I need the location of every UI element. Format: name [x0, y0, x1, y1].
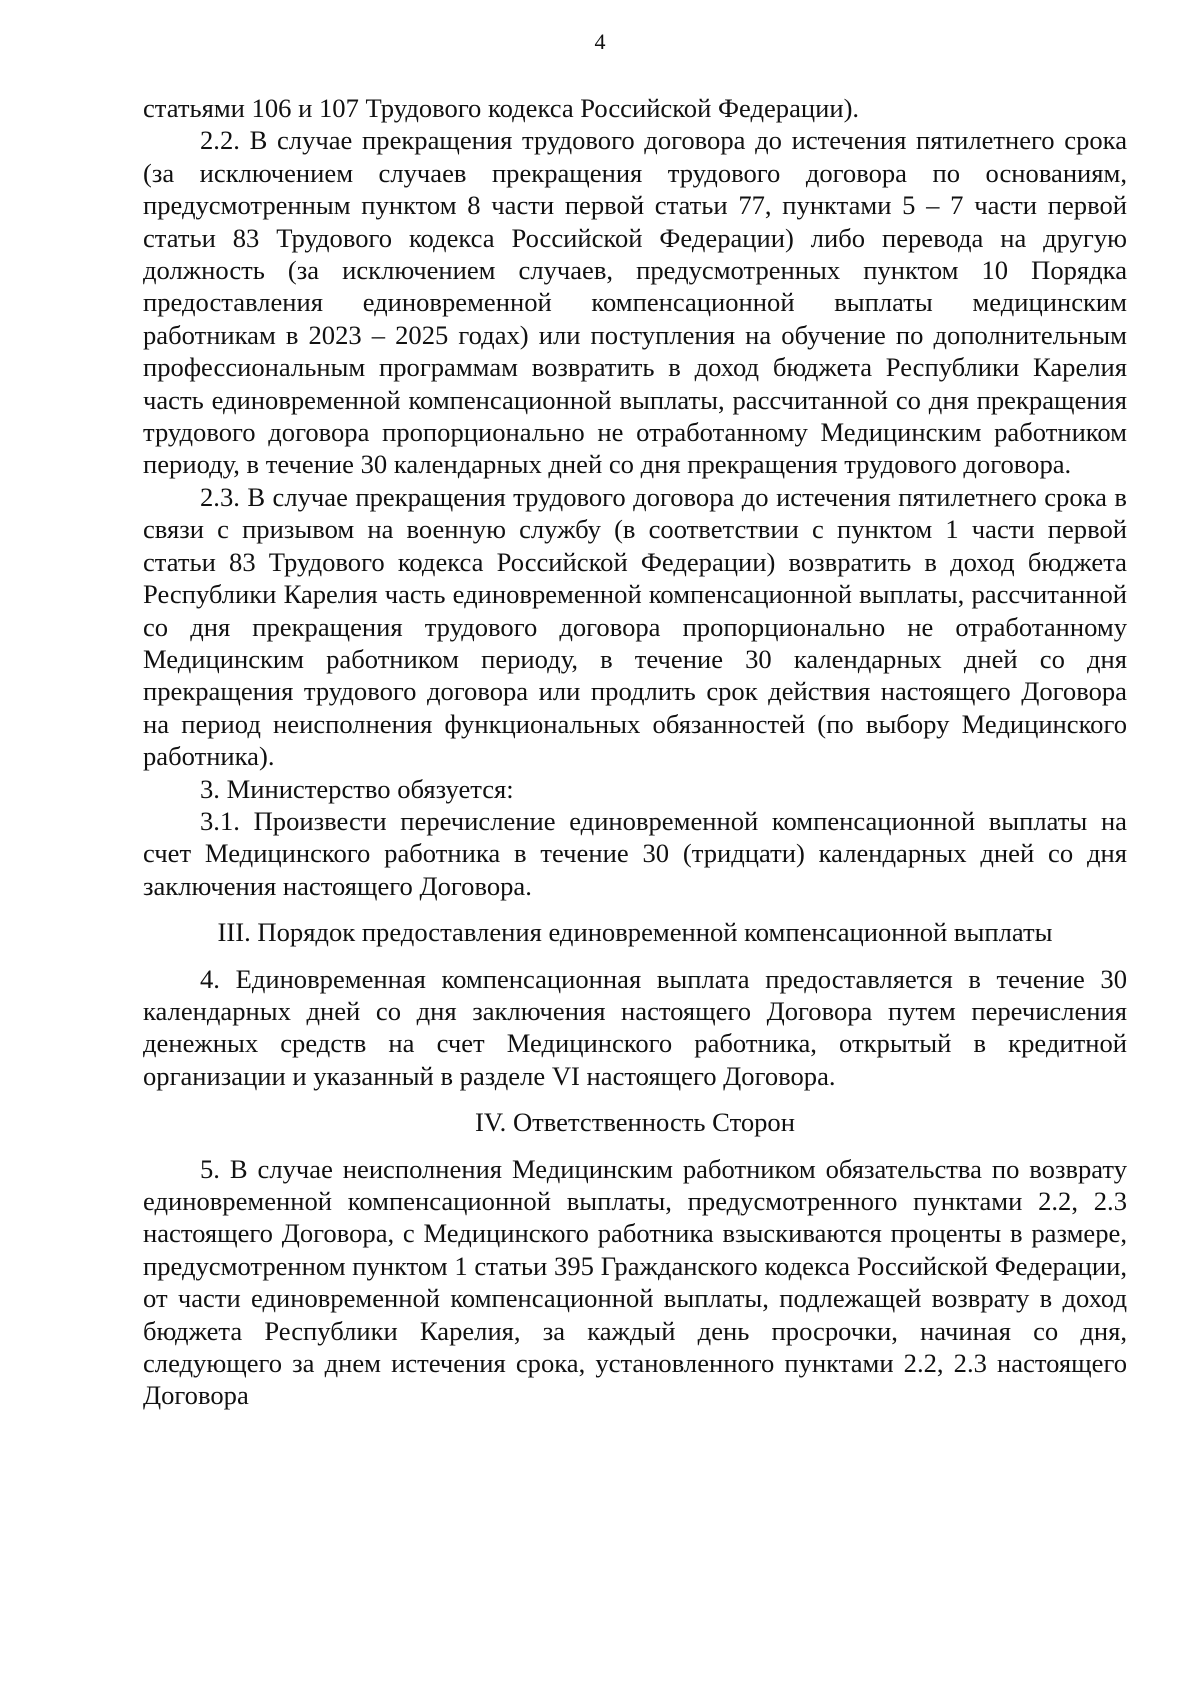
paragraph-continuation: статьями 106 и 107 Трудового кодекса Российской Федерации). — [143, 93, 860, 123]
section-heading-iii: III. Порядок предоставления единовременной компенсационной выплаты — [217, 917, 1053, 948]
paragraph-3: 3. Министерство обязуется: — [200, 773, 514, 804]
paragraph-2-3: 2.3. В случае прекращения трудового договора до истечения пятилетнего срока в связи с призывом на военную службу (в соответствии с пунктом 1 части первой статьи 83 Трудового кодекса Российской Федерации) возвратить в доход бюджета Республики Карелия часть единовременной компенсационной выплаты, рассчитанной со дня прекращения трудового договора пропорционально не отработанному Медицинским работником периоду, в течение 30 календарных дней со дня прекращения трудового договора или продлить срок действия настоящего Договора на период неисполнения функциональных обязанностей (по выбору Медицинского работника). — [143, 481, 1127, 772]
paragraph-3-1: 3.1. Произвести перечисление единовременной компенсационной выплаты на счет Медицинского работника в течение 30 (тридцати) календарных дней со дня заключения настоящего Договора. — [143, 805, 1127, 901]
paragraph-4: 4. Единовременная компенсационная выплата предоставляется в течение 30 календарных дней со дня заключения настоящего Договора путем перечисления денежных средств на счет Медицинского работника, открытый в кредитной организации и указанный в разделе VI настоящего Договора. — [143, 963, 1127, 1091]
document-body — [143, 92, 1127, 1412]
paragraph-2-2: 2.2. В случае прекращения трудового договора до истечения пятилетнего срока (за исключением случаев прекращения трудового договора по основаниям, предусмотренным пунктом 8 части первой статьи 77, пунктами 5 – 7 части первой статьи 83 Трудового кодекса Российской Федерации) либо перевода на другую должность (за исключением случаев, предусмотренных пунктом 10 Порядка предоставления единовременной компенсационной выплаты медицинским работникам в 2023 – 2025 годах) или поступления на обучение по дополнительным профессиональным программам возвратить в доход бюджета Республики Карелия часть единовременной компенсационной выплаты, рассчитанной со дня прекращения трудового договора пропорционально не отработанному Медицинским работником периоду, в течение 30 календарных дней со дня прекращения трудового договора. — [143, 125, 1127, 480]
paragraph-5: 5. В случае неисполнения Медицинским работником обязательства по возврату единовременной компенсационной выплаты, предусмотренного пунктами 2.2, 2.3 настоящего Договора, с Медицинского работника взыскиваются проценты в размере, предусмотренном пунктом 1 статьи 395 Гражданского кодекса Российской Федерации, от части единовременной компенсационной выплаты, подлежащей возврату в доход бюджета Республики Карелия, за каждый день просрочки, начиная со дня, следующего за днем истечения срока, установленного пунктами 2.2, 2.3 настоящего Договора — [143, 1153, 1127, 1411]
page-number: 4 — [594, 29, 606, 54]
section-heading-iv: IV. Ответственность Сторон — [475, 1107, 795, 1138]
